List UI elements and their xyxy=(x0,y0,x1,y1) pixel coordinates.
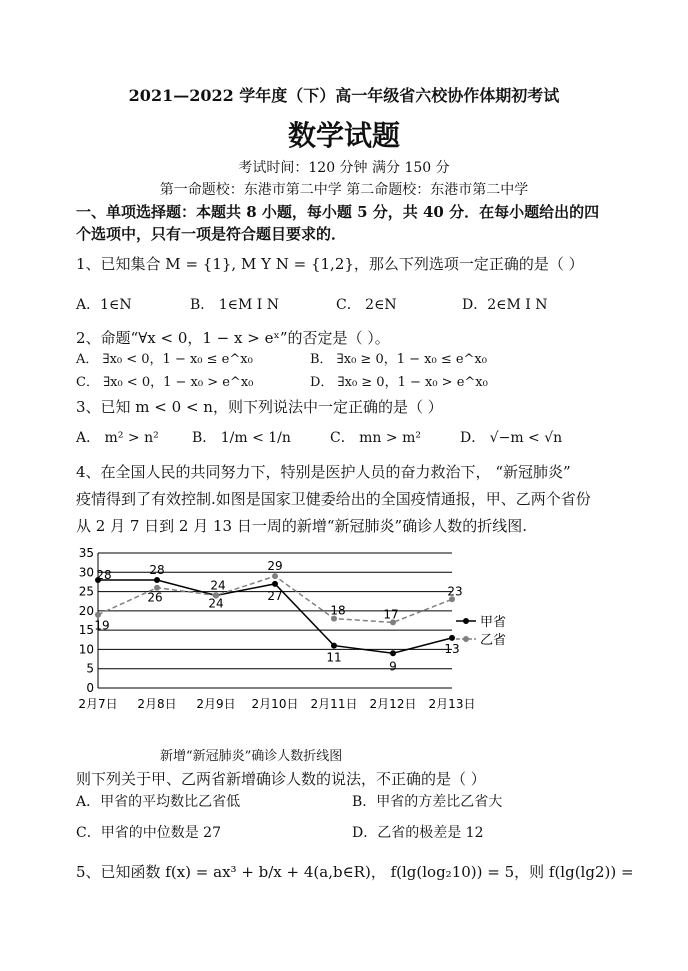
q3-option-d: D． √−m < √n xyxy=(460,430,563,446)
school-info: 第一命题校：东港市第二中学 第二命题校：东港市第二中学 xyxy=(159,182,529,198)
y-tick-label: 30 xyxy=(78,565,94,580)
q2-stem: 2、命题“∀x < 0，1 − x > eˣ”的否定是（ ）。 xyxy=(76,329,390,347)
chart-caption: 新增“新冠肺炎”确诊人数折线图 xyxy=(160,749,343,764)
data-label: 11 xyxy=(326,650,342,665)
data-label: 24 xyxy=(208,596,224,611)
x-tick-label: 2月7日 xyxy=(78,697,118,711)
x-tick-label: 2月11日 xyxy=(310,697,358,711)
q2-option-b: B． ∃x₀ ≥ 0，1 − x₀ ≤ e^x₀ xyxy=(310,352,487,367)
x-tick-label: 2月13日 xyxy=(428,697,476,711)
q3-stem: 3、已知 m < 0 < n，则下列说法中一定正确的是（ ） xyxy=(76,398,443,416)
data-label: 13 xyxy=(444,641,460,656)
data-label: 29 xyxy=(267,559,283,574)
data-label: 17 xyxy=(383,607,399,622)
data-point xyxy=(390,650,396,656)
data-label: 9 xyxy=(389,659,397,674)
x-tick-label: 2月9日 xyxy=(196,697,236,711)
q4-stem-line1: 4、在全国人民的共同努力下，特别是医护人员的奋力救治下， “新冠肺炎” xyxy=(76,463,571,481)
data-label: 26 xyxy=(147,590,163,605)
q4-stem-line2: 疫情得到了有效控制.如图是国家卫健委给出的全国疫情通报，甲、乙两个省份 xyxy=(76,490,591,508)
data-point xyxy=(154,577,160,583)
data-label: 18 xyxy=(330,603,346,618)
legend-marker xyxy=(463,636,469,642)
q4-option-a: A．甲省的平均数比乙省低 xyxy=(76,794,241,810)
exam-title: 2021—2022 学年度（下）高一年级省六校协作体期初考试 xyxy=(128,86,560,105)
data-label: 28 xyxy=(149,563,165,577)
data-point xyxy=(272,573,278,579)
x-tick-label: 2月10日 xyxy=(251,697,299,711)
q4-question: 则下列关于甲、乙两省新增确诊人数的说法，不正确的是（ ） xyxy=(76,770,486,788)
y-tick-label: 15 xyxy=(78,623,94,638)
data-label: 24 xyxy=(210,578,226,593)
y-tick-label: 20 xyxy=(78,603,94,618)
q1-option-b: B． 1∈M I N xyxy=(190,297,280,313)
data-point xyxy=(95,612,101,618)
q3-option-b: B． 1/m < 1/n xyxy=(192,430,291,446)
x-tick-label: 2月8日 xyxy=(137,697,177,711)
data-point xyxy=(449,635,455,641)
data-label: 23 xyxy=(447,584,463,599)
q1-stem: 1、已知集合 M = {1}, M Y N = {1,2}，那么下列选项一定正确的是（ ） xyxy=(76,255,584,273)
q4-option-b: B．甲省的方差比乙省大 xyxy=(352,794,503,810)
q5-stem: 5、已知函数 f(x) = ax³ + b/x + 4(a,b∈R)， f(lg(log₂10)) = 5，则 f(lg(lg2)) = xyxy=(76,863,634,881)
q3-option-c: C． mn > m² xyxy=(330,430,421,446)
data-label: 28 xyxy=(96,568,112,582)
q4-option-c: C．甲省的中位数是 27 xyxy=(76,825,221,841)
section-heading-line2: 个选项中，只有一项是符合题目要求的． xyxy=(76,225,347,243)
data-label: 27 xyxy=(267,588,283,603)
q1-option-a: A．1∈N xyxy=(76,297,132,313)
q2-option-a: A． ∃x₀ < 0，1 − x₀ ≤ e^x₀ xyxy=(76,352,253,367)
q2-option-c: C． ∃x₀ < 0，1 − x₀ > e^x₀ xyxy=(76,375,254,390)
exam-info: 考试时间：120 分钟 满分 150 分 xyxy=(238,160,450,176)
q4-option-d: D．乙省的极差是 12 xyxy=(352,825,484,841)
y-tick-label: 0 xyxy=(86,681,94,695)
data-label: 19 xyxy=(94,618,110,633)
y-tick-label: 5 xyxy=(86,661,94,676)
legend-label: 乙省 xyxy=(480,633,507,648)
q2-option-d: D． ∃x₀ ≥ 0，1 − x₀ > e^x₀ xyxy=(310,375,488,390)
data-point xyxy=(272,581,278,587)
q1-option-c: C． 2∈N xyxy=(336,297,397,313)
subject-title: 数学试题 xyxy=(287,119,400,152)
section-heading-line1: 一、单项选择题：本题共 8 小题，每小题 5 分，共 40 分．在每小题给出的四 xyxy=(76,203,600,221)
data-point xyxy=(331,643,337,649)
y-tick-label: 25 xyxy=(78,584,94,599)
q4-stem-line3: 从 2 月 7 日到 2 月 13 日一周的新增“新冠肺炎”确诊人数的折线图. xyxy=(76,517,527,535)
x-tick-label: 2月12日 xyxy=(369,697,417,711)
y-tick-label: 35 xyxy=(78,546,94,560)
q1-option-d: D．2∈M I N xyxy=(462,297,548,313)
line-chart xyxy=(0,545,688,745)
y-tick-label: 10 xyxy=(78,642,94,657)
q3-option-a: A． m² > n² xyxy=(76,430,159,446)
legend-marker xyxy=(463,618,469,624)
legend-label: 甲省 xyxy=(480,615,507,630)
